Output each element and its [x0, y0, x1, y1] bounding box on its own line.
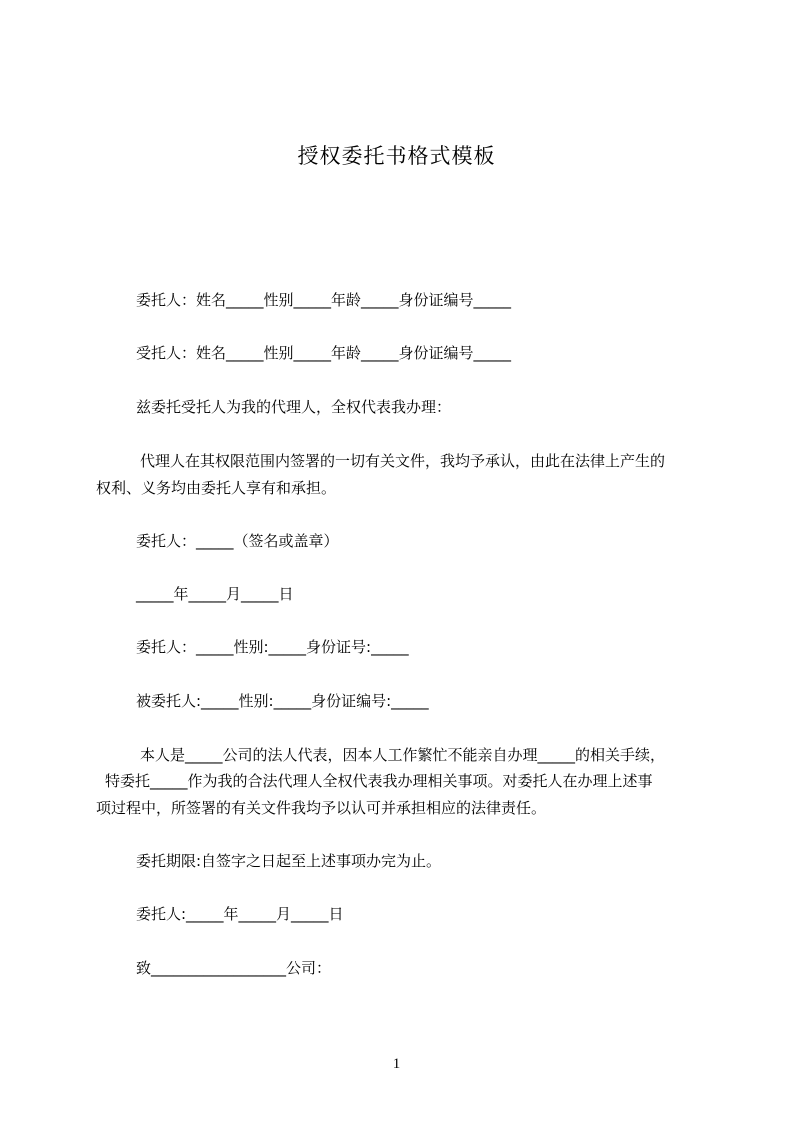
legal-rep-paragraph-line-3: 项过程中，所签署的有关文件我均予以认可并承担相应的法律责任。 — [96, 799, 547, 817]
entrusted-party-id-line: 被委托人:_____性别:_____身份证编号:_____ — [136, 692, 429, 710]
legal-rep-paragraph-line-2: 特委托_____作为我的合法代理人全权代表我办理相关事项。对委托人在办理上述事 — [105, 772, 653, 790]
document-title: 授权委托书格式模板 — [297, 144, 496, 168]
authority-paragraph-line-2: 权利、义务均由委托人享有和承担。 — [96, 479, 337, 497]
date-line: _____年_____月_____日 — [136, 585, 294, 603]
authority-paragraph-line-1: 代理人在其权限范围内签署的一切有关文件，我均予承认，由此在法律上产生的 — [140, 452, 666, 470]
principal-id-line: 委托人：_____性别:_____身份证号:_____ — [136, 638, 409, 656]
entrust-period-line: 委托期限:自签字之日起至上述事项办完为止。 — [136, 852, 442, 870]
principal-signature-line: 委托人：_____（签名或盖章） — [136, 532, 339, 550]
principal-date-line: 委托人:_____年_____月_____日 — [136, 905, 344, 923]
agent-info-line: 受托人：姓名_____性别_____年龄_____身份证编号_____ — [136, 344, 512, 362]
entrust-statement-line: 兹委托受托人为我的代理人，全权代表我办理： — [136, 398, 452, 416]
principal-info-line: 委托人：姓名_____性别_____年龄_____身份证编号_____ — [136, 291, 512, 309]
legal-rep-paragraph-line-1: 本人是_____公司的法人代表，因本人工作繁忙不能亲自办理_____的相关手续， — [140, 746, 666, 764]
addressee-line: 致__________________公司： — [136, 959, 332, 977]
page-number: 1 — [392, 1056, 401, 1072]
